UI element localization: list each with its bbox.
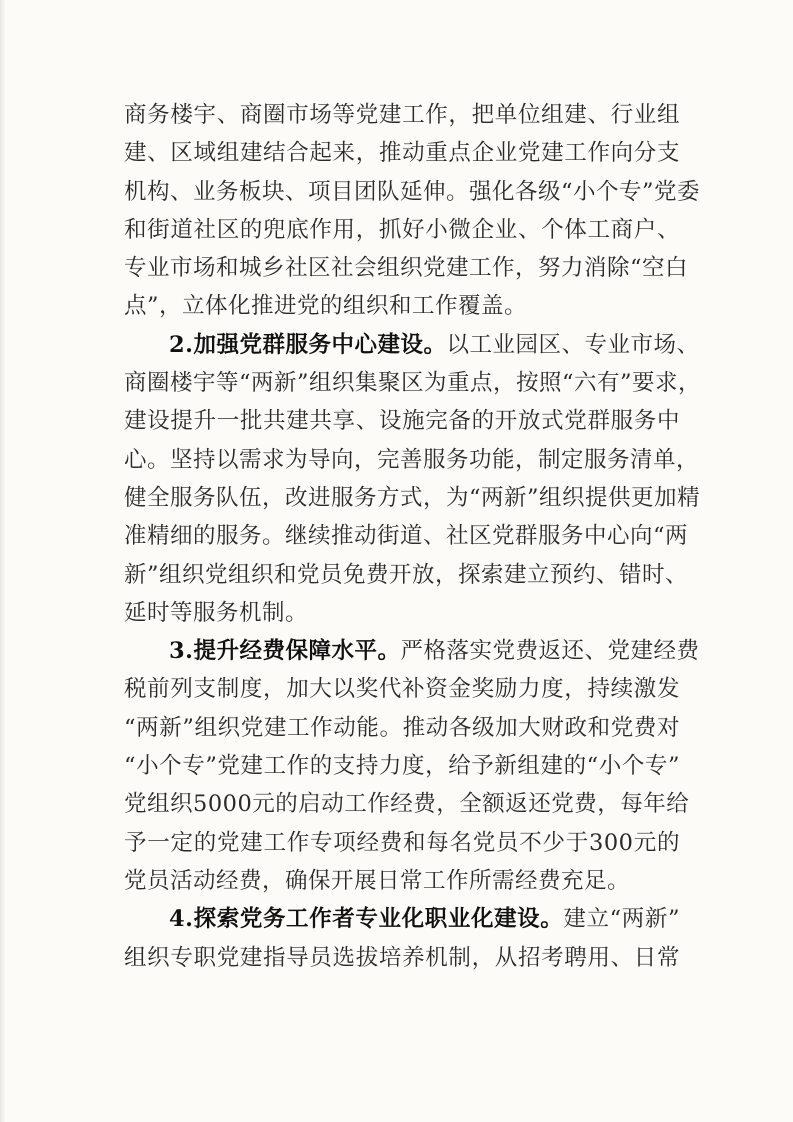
line-text: 新”组织党组织和党员免费开放，探索建立预约、错时、 [124,561,689,588]
line-text: “小个专”党建工作的支持力度，给予新组建的“小个专” [124,753,680,780]
text-line [124,785,690,823]
text-line [124,824,680,862]
body-text [124,96,702,977]
line-text: 延时等服务机制。 [124,599,309,626]
line-text: 建立“两新” [563,906,680,933]
text-line [124,173,701,211]
line-text: 以工业园区、专业市场、 [446,331,700,358]
line-text: 机构、业务板块、项目团队延伸。强化各级“小个专”党委 [124,178,701,205]
text-line [124,441,700,479]
line-text: 组织专职党建指导员选拔培养机制，从招考聘用、日常 [124,944,680,971]
text-line [124,556,689,594]
line-text: 专业市场和城乡社区社会组织党建工作，努力消除“空白 [124,255,689,282]
line-text: 心。坚持以需求为导向，完善服务功能，制定服务清单， [124,446,700,473]
line-text: 商务楼宇、商圈市场等党建工作，把单位组建、行业组 [124,102,680,128]
text-line [124,939,680,977]
line-text: 党组织5000元的启动工作经费，全额返还党费，每年给 [124,791,690,818]
text-line [124,594,680,632]
text-line [124,517,689,555]
section-heading-line [124,900,680,938]
section-heading-line [124,632,700,670]
section-heading: 2.加强党群服务中心建设。 [169,331,447,358]
scan-edge-shadow [0,0,6,1122]
line-text: 党员活动经费，确保开展日常工作所需经费充足。 [124,867,631,894]
line-text: 和街道社区的兜底作用，抓好小微企业、个体工商户、 [124,216,680,243]
text-line [124,747,680,785]
text-line [124,402,680,440]
text-line [124,249,689,287]
line-text: 税前列支制度，加大以奖代补资金奖励力度，持续激发 [124,676,680,703]
text-line [124,364,702,402]
text-line [124,287,680,325]
line-text: “两新”组织党建工作动能。推动各级加大财政和党费对 [124,714,680,741]
text-line [124,211,680,249]
line-text: 健全服务队伍，改进服务方式，为“两新”组织提供更加精 [124,484,701,511]
line-text: 严格落实党费返还、党建经费 [400,638,700,665]
text-line [124,709,680,747]
section-heading: 4.探索党务工作者专业化职业化建设。 [169,906,564,933]
line-text: 建设提升一批共建共享、设施完备的开放式党群服务中 [124,408,680,435]
text-line [124,134,680,172]
section-heading: 3.提升经费保障水平。 [169,638,401,665]
line-text: 予一定的党建工作专项经费和每名党员不少于300元的 [124,829,680,856]
text-line [124,479,701,517]
line-text: 准精细的服务。继续推动街道、社区党群服务中心向“两 [124,523,689,550]
section-heading-line [124,326,700,364]
text-line [124,96,680,134]
text-line [124,670,680,708]
text-line [124,862,680,900]
line-text: 商圈楼宇等“两新”组织集聚区为重点，按照“六有”要求， [124,370,702,397]
line-text: 建、区域组建结合起来，推动重点企业党建工作向分支 [124,140,680,167]
line-text: 点”，立体化推进党的组织和工作覆盖。 [124,293,528,320]
